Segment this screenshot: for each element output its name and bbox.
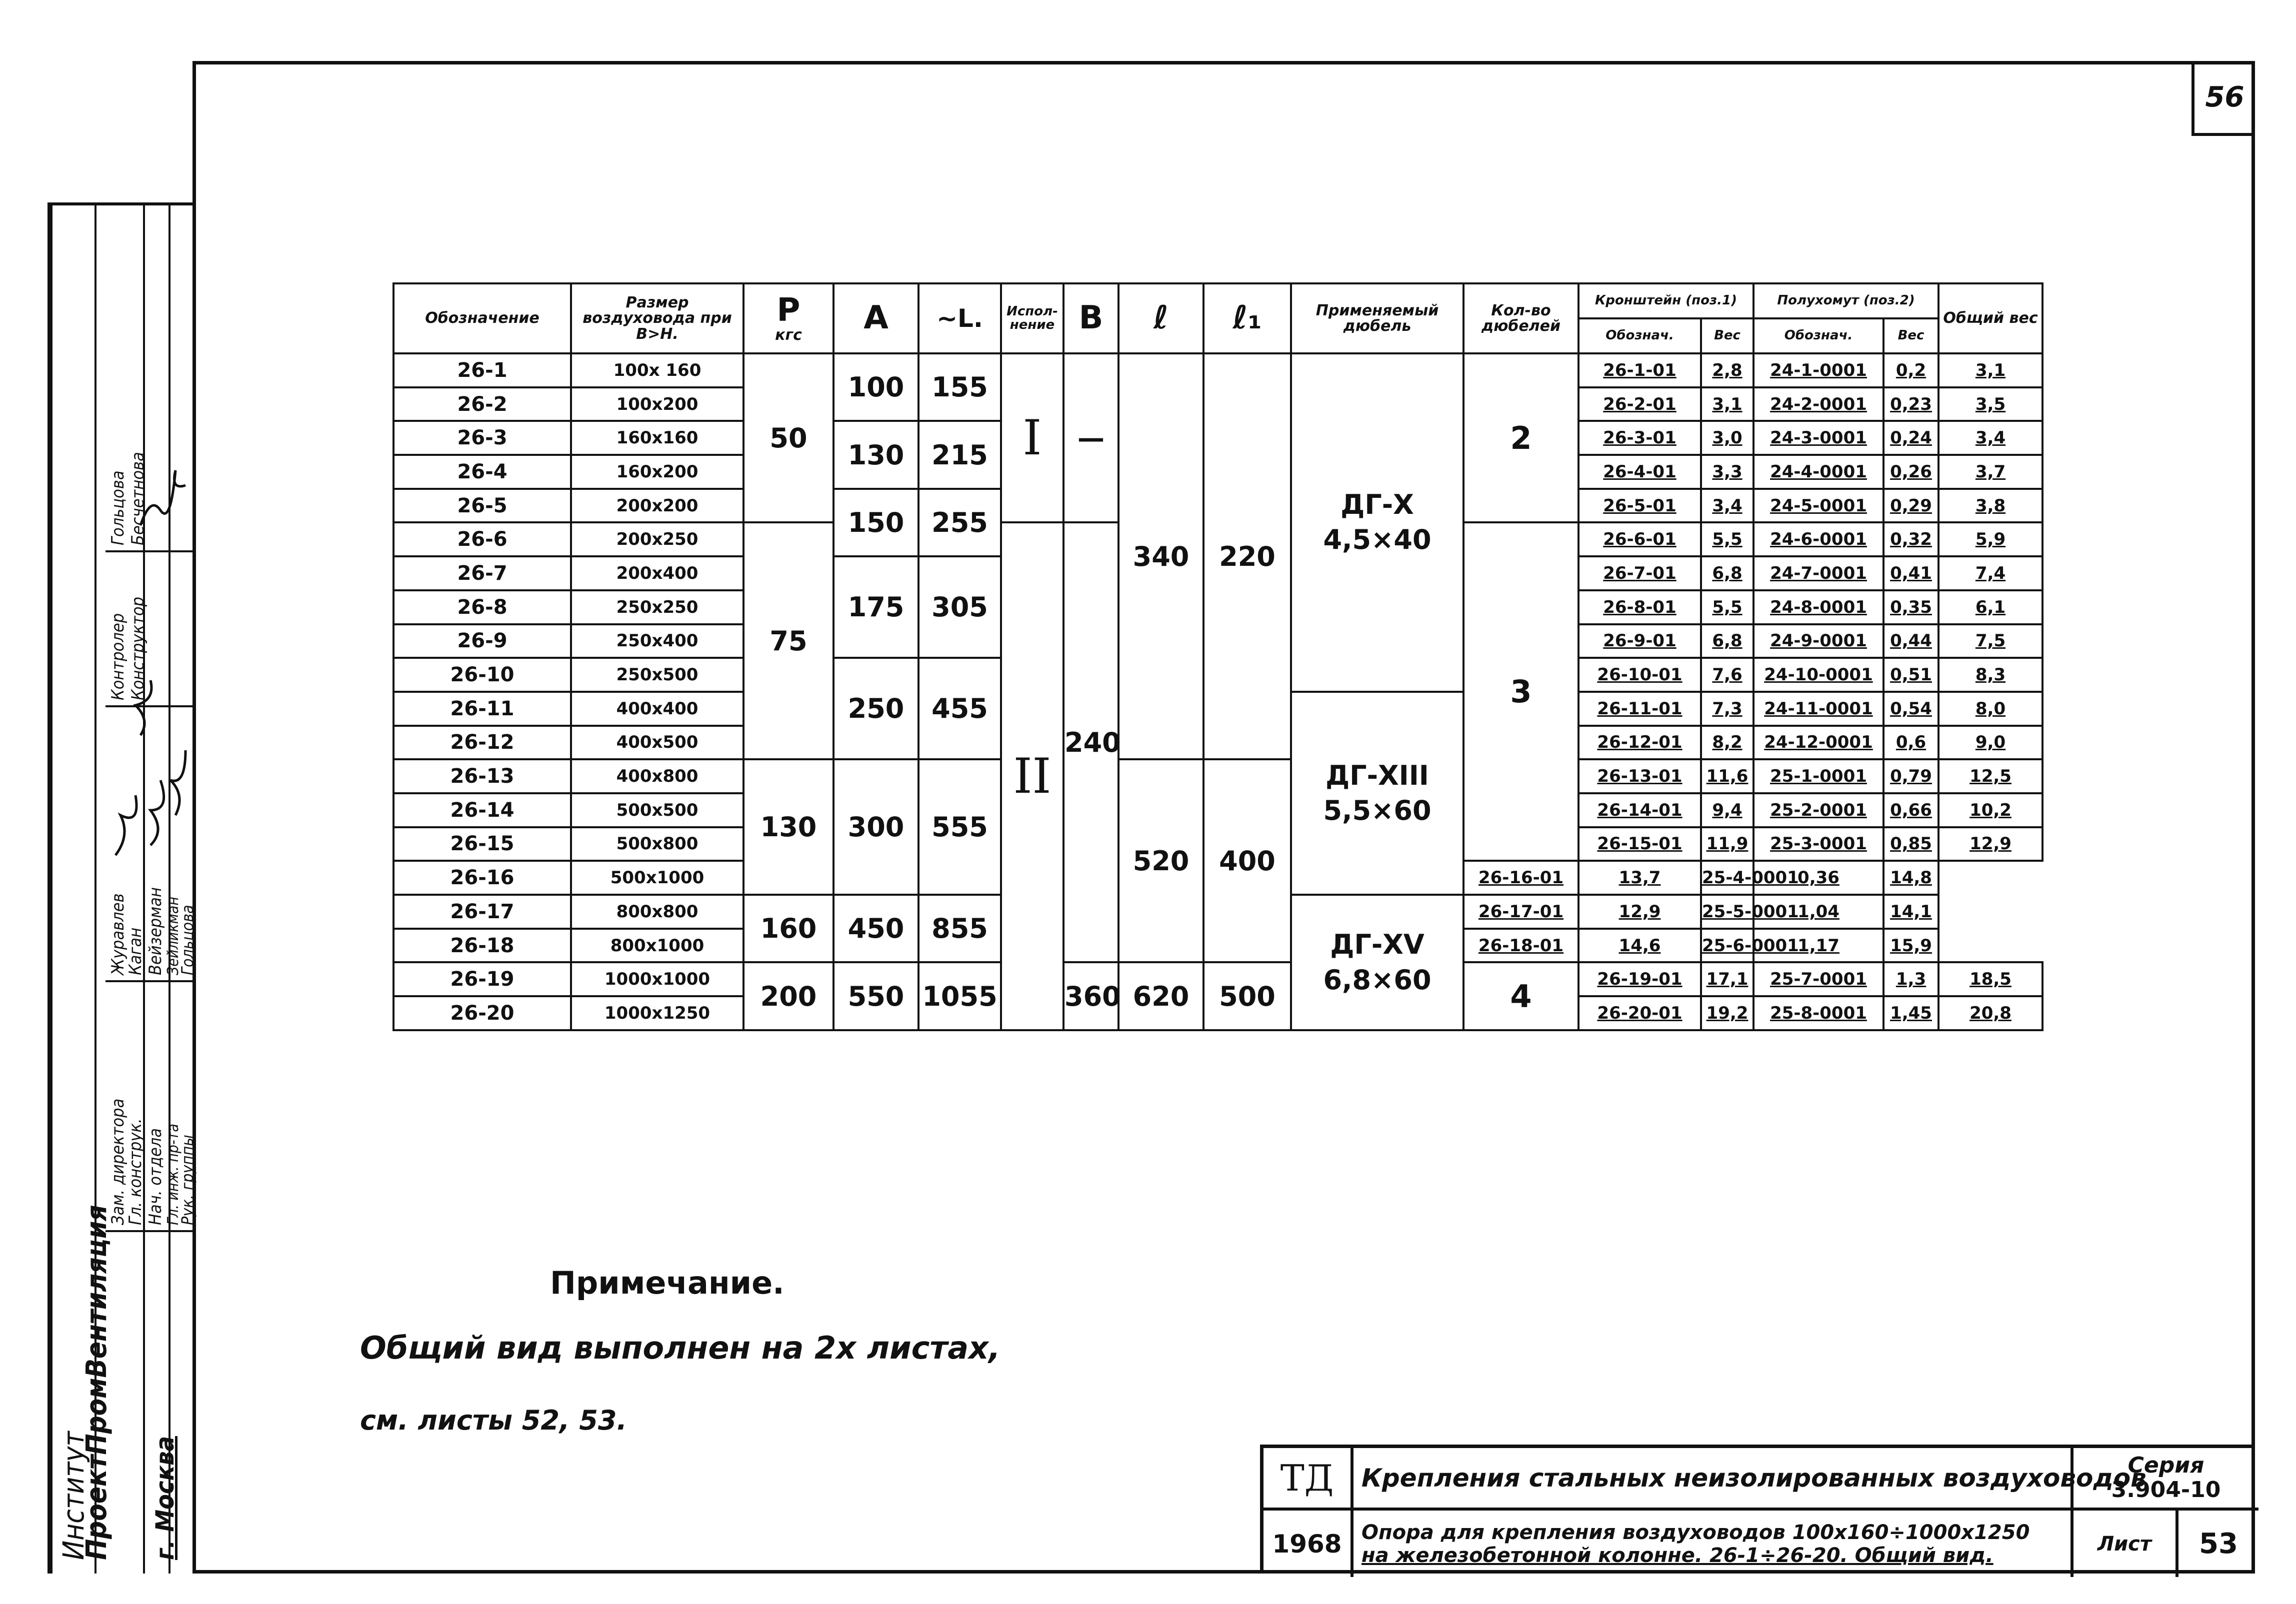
name-6: Гольцова	[108, 470, 128, 545]
cell-l: 855	[918, 895, 1001, 962]
cell-mark: 26-8	[394, 590, 571, 624]
cell-e: 520	[1118, 759, 1204, 962]
cell-mark: 26-9	[394, 624, 571, 658]
cell-total: 3,5	[1938, 387, 2042, 421]
cell-a: 450	[834, 895, 918, 962]
cell-mark: 26-1	[394, 353, 571, 387]
cell-size: 100x200	[571, 387, 744, 421]
role-4: Гл. инж. пр-та	[164, 1124, 182, 1225]
dowel-size: 4,5×40	[1323, 524, 1432, 556]
cell-e: 620	[1118, 962, 1204, 1030]
cell-bracket-weight: 2,8	[1701, 353, 1754, 387]
tb-title-line3: на железобетонной колонне. 26-1÷26-20. Общий вид.	[1362, 1544, 1994, 1567]
cell-size: 800x1000	[571, 929, 744, 963]
cell-p: 75	[744, 522, 834, 759]
institute-city: г. Москва	[150, 1436, 180, 1560]
cell-size: 1000x1000	[571, 962, 744, 996]
cell-clamp: 24-4-0001	[1754, 455, 1884, 489]
specification-table	[392, 282, 2044, 1031]
cell-dowel	[1291, 353, 1464, 692]
cell-mark: 26-19	[394, 962, 571, 996]
cell-clamp: 25-7-0001	[1754, 962, 1884, 996]
dowel-size: 6,8×60	[1323, 964, 1432, 996]
cell-clamp: 25-3-0001	[1754, 827, 1884, 861]
cell-size: 100x 160	[571, 353, 744, 387]
cell-p: 200	[744, 962, 834, 1030]
cell-bracket-weight: 12,9	[1578, 895, 1701, 929]
cell-bracket-weight: 14,6	[1578, 929, 1701, 963]
dowel-size: 5,5×60	[1323, 794, 1432, 826]
cell-bracket-weight: 11,6	[1701, 759, 1754, 793]
cell-total: 3,4	[1938, 421, 2042, 455]
cell-clamp-weight: 0,41	[1884, 556, 1938, 590]
cell-mark: 26-14	[394, 793, 571, 827]
cell-clamp-weight: 0,23	[1884, 387, 1938, 421]
header-mark: Обозначение	[394, 283, 571, 353]
cell-bracket: 26-13-01	[1578, 759, 1701, 793]
cell-mark: 26-15	[394, 827, 571, 861]
role-5: Рук. группы	[178, 1135, 197, 1225]
cell-mark: 26-17	[394, 895, 571, 929]
cell-size: 200x200	[571, 489, 744, 523]
cell-total: 3,7	[1938, 455, 2042, 489]
cell-bracket-weight: 8,2	[1701, 726, 1754, 760]
cell-bracket: 26-3-01	[1578, 421, 1701, 455]
cell-total: 6,1	[1938, 590, 2042, 624]
cell-size: 500x500	[571, 793, 744, 827]
institute-name: ПроектПромВентиляция	[80, 1205, 113, 1560]
cell-size: 200x250	[571, 522, 744, 556]
cell-bracket-weight: 3,0	[1701, 421, 1754, 455]
cell-bracket-weight: 7,6	[1701, 658, 1754, 692]
cell-a: 130	[834, 421, 918, 488]
cell-bracket: 26-16-01	[1464, 861, 1578, 895]
header-e: ℓ	[1118, 283, 1204, 353]
note-line-1: Общий вид выполнен на 2х листах,	[360, 1330, 1000, 1366]
cell-mark: 26-20	[394, 996, 571, 1030]
cell-total: 7,4	[1938, 556, 2042, 590]
cell-clamp-weight: 0,79	[1884, 759, 1938, 793]
cell-clamp: 24-2-0001	[1754, 387, 1884, 421]
cell-bracket-weight: 5,5	[1701, 590, 1754, 624]
cell-clamp: 24-11-0001	[1754, 692, 1884, 726]
header-bracket-weight: Вес	[1701, 318, 1754, 353]
cell-clamp-weight: 0,66	[1884, 793, 1938, 827]
cell-clamp: 25-6-0001	[1701, 929, 1754, 963]
cell-a: 300	[834, 759, 918, 895]
cell-total: 12,5	[1938, 759, 2042, 793]
cell-l: 255	[918, 489, 1001, 556]
cell-b: 360	[1064, 962, 1118, 1030]
cell-clamp: 24-7-0001	[1754, 556, 1884, 590]
cell-clamp-weight: 1,04	[1754, 895, 1884, 929]
cell-l: 215	[918, 421, 1001, 488]
cell-bracket: 26-18-01	[1464, 929, 1578, 963]
cell-bracket-weight: 3,1	[1701, 387, 1754, 421]
header-size: Размер воздуховода при В>Н.	[571, 283, 744, 353]
cell-mark: 26-6	[394, 522, 571, 556]
cell-size: 400x400	[571, 692, 744, 726]
header-bracket-designation: Обознач.	[1578, 318, 1701, 353]
tb-sheet-label: Лист	[2074, 1511, 2178, 1577]
cell-size: 160x160	[571, 421, 744, 455]
cell-mark: 26-2	[394, 387, 571, 421]
cell-bracket: 26-1-01	[1578, 353, 1701, 387]
cell-l: 155	[918, 353, 1001, 421]
cell-mark: 26-4	[394, 455, 571, 489]
cell-dowel-count: 2	[1464, 353, 1578, 522]
cell-total: 8,3	[1938, 658, 2042, 692]
tb-series-label: Серия	[2128, 1453, 2204, 1479]
header-clamp-designation: Обознач.	[1754, 318, 1884, 353]
cell-total: 14,1	[1884, 895, 1938, 929]
header-clamp-weight: Вес	[1884, 318, 1938, 353]
cell-dowel	[1291, 895, 1464, 1030]
cell-clamp-weight: 0,51	[1884, 658, 1938, 692]
cell-total: 14,8	[1884, 861, 1938, 895]
cell-total: 7,5	[1938, 624, 2042, 658]
cell-bracket-weight: 5,5	[1701, 522, 1754, 556]
cell-bracket: 26-12-01	[1578, 726, 1701, 760]
header-total: Общий вес	[1938, 283, 2042, 353]
cell-clamp-weight: 0,32	[1884, 522, 1938, 556]
sheet-number: 56	[2192, 61, 2255, 136]
note-line-2: см. листы 52, 53.	[360, 1405, 627, 1436]
cell-bracket: 26-15-01	[1578, 827, 1701, 861]
cell-size: 250x250	[571, 590, 744, 624]
cell-clamp: 24-9-0001	[1754, 624, 1884, 658]
cell-size: 800x800	[571, 895, 744, 929]
tb-title-lines	[1354, 1511, 2074, 1577]
header-b: В	[1064, 283, 1118, 353]
note-title: Примечание.	[550, 1265, 784, 1301]
cell-b: —	[1064, 353, 1118, 522]
role-7: Конструктор	[128, 596, 148, 700]
cell-clamp-weight: 0,54	[1884, 692, 1938, 726]
cell-clamp-weight: 1,45	[1884, 996, 1938, 1030]
cell-dowel-count: 3	[1464, 522, 1578, 861]
cell-mark: 26-3	[394, 421, 571, 455]
role-3: Нач. отдела	[146, 1128, 166, 1225]
name-7: Бесчетнова	[128, 452, 148, 545]
role-2: Гл. конструк.	[126, 1118, 146, 1225]
institute-label: Институт	[56, 1431, 90, 1560]
role-1: Зам. директора	[108, 1098, 128, 1225]
cell-p: 130	[744, 759, 834, 895]
cell-bracket: 26-9-01	[1578, 624, 1701, 658]
cell-clamp: 24-1-0001	[1754, 353, 1884, 387]
cell-b: 240	[1064, 522, 1118, 962]
cell-a: 150	[834, 489, 918, 556]
cell-clamp-weight: 0,6	[1884, 726, 1938, 760]
cell-version: I	[1001, 353, 1064, 522]
cell-bracket: 26-17-01	[1464, 895, 1578, 929]
cell-size: 400x800	[571, 759, 744, 793]
cell-mark: 26-13	[394, 759, 571, 793]
cell-bracket: 26-5-01	[1578, 489, 1701, 523]
cell-total: 18,5	[1938, 962, 2042, 996]
cell-size: 160x200	[571, 455, 744, 489]
cell-clamp: 25-1-0001	[1754, 759, 1884, 793]
name-2: Каган	[126, 927, 146, 975]
cell-size: 500x800	[571, 827, 744, 861]
cell-mark: 26-11	[394, 692, 571, 726]
cell-clamp: 25-4-0001	[1701, 861, 1754, 895]
cell-size: 200x400	[571, 556, 744, 590]
cell-bracket-weight: 3,4	[1701, 489, 1754, 523]
cell-l: 305	[918, 556, 1001, 658]
cell-total: 12,9	[1938, 827, 2042, 861]
title-block	[1260, 1445, 2255, 1574]
cell-bracket: 26-14-01	[1578, 793, 1701, 827]
cell-clamp-weight: 0,44	[1884, 624, 1938, 658]
cell-bracket: 26-8-01	[1578, 590, 1701, 624]
cell-a: 250	[834, 658, 918, 759]
cell-bracket: 26-7-01	[1578, 556, 1701, 590]
cell-clamp: 24-10-0001	[1754, 658, 1884, 692]
cell-l: 455	[918, 658, 1001, 759]
cell-clamp: 24-5-0001	[1754, 489, 1884, 523]
cell-total: 3,8	[1938, 489, 2042, 523]
cell-bracket: 26-4-01	[1578, 455, 1701, 489]
name-1: Журавлев	[108, 893, 128, 975]
tb-series-value: 3.904-10	[2111, 1477, 2221, 1503]
cell-bracket: 26-6-01	[1578, 522, 1701, 556]
cell-clamp-weight: 1,3	[1884, 962, 1938, 996]
cell-e1: 500	[1204, 962, 1291, 1030]
cell-bracket: 26-2-01	[1578, 387, 1701, 421]
cell-bracket: 26-10-01	[1578, 658, 1701, 692]
cell-p: 160	[744, 895, 834, 962]
cell-dowel-count: 4	[1464, 962, 1578, 1030]
cell-mark: 26-18	[394, 929, 571, 963]
cell-size: 400x500	[571, 726, 744, 760]
cell-total: 3,1	[1938, 353, 2042, 387]
tb-year: 1968	[1264, 1511, 1354, 1577]
cell-bracket-weight: 3,3	[1701, 455, 1754, 489]
cell-clamp: 24-3-0001	[1754, 421, 1884, 455]
cell-mark: 26-10	[394, 658, 571, 692]
cell-e: 340	[1118, 353, 1204, 759]
cell-clamp: 24-12-0001	[1754, 726, 1884, 760]
header-a: А	[834, 283, 918, 353]
cell-total: 9,0	[1938, 726, 2042, 760]
role-6: Контролер	[108, 613, 128, 700]
dowel-name: ДГ-XIII	[1326, 759, 1429, 791]
cell-a: 100	[834, 353, 918, 421]
name-3: Вейзерман	[146, 887, 166, 975]
cell-total: 5,9	[1938, 522, 2042, 556]
cell-clamp: 24-8-0001	[1754, 590, 1884, 624]
header-e1: ℓ₁	[1204, 283, 1291, 353]
cell-bracket-weight: 6,8	[1701, 624, 1754, 658]
cell-total: 10,2	[1938, 793, 2042, 827]
cell-bracket: 26-11-01	[1578, 692, 1701, 726]
tb-code: ТД	[1264, 1448, 1354, 1511]
cell-size: 250x400	[571, 624, 744, 658]
cell-a: 175	[834, 556, 918, 658]
tb-series	[2074, 1448, 2258, 1511]
cell-bracket-weight: 13,7	[1578, 861, 1701, 895]
header-p-unit: кгс	[775, 326, 802, 344]
cell-l: 1055	[918, 962, 1001, 1030]
header-version: Испол-нение	[1001, 283, 1064, 353]
cell-bracket-weight: 7,3	[1701, 692, 1754, 726]
header-p	[744, 283, 834, 353]
cell-bracket: 26-19-01	[1578, 962, 1701, 996]
cell-clamp-weight: 0,36	[1754, 861, 1884, 895]
cell-total: 8,0	[1938, 692, 2042, 726]
header-p-symbol: Р	[776, 291, 800, 329]
cell-p: 50	[744, 353, 834, 522]
cell-size: 250x500	[571, 658, 744, 692]
name-4: Зейликман	[164, 896, 182, 975]
header-bracket: Кронштейн (поз.1)	[1578, 283, 1754, 318]
tb-sheet-value: 53	[2199, 1528, 2238, 1560]
name-5: Гольцова	[178, 905, 197, 975]
cell-mark: 26-16	[394, 861, 571, 895]
cell-mark: 26-12	[394, 726, 571, 760]
cell-mark: 26-7	[394, 556, 571, 590]
cell-mark: 26-5	[394, 489, 571, 523]
cell-total: 20,8	[1938, 996, 2042, 1030]
left-stamp	[48, 202, 197, 1574]
cell-version: II	[1001, 522, 1064, 1030]
tb-title-line2: Опора для крепления воздуховодов 100x160÷1000x1250	[1362, 1521, 2030, 1544]
cell-bracket-weight: 9,4	[1701, 793, 1754, 827]
cell-a: 550	[834, 962, 918, 1030]
cell-clamp-weight: 0,24	[1884, 421, 1938, 455]
dowel-name: ДГ-XV	[1330, 929, 1424, 961]
cell-bracket: 26-20-01	[1578, 996, 1701, 1030]
cell-bracket-weight: 6,8	[1701, 556, 1754, 590]
cell-clamp: 25-8-0001	[1754, 996, 1884, 1030]
cell-clamp-weight: 1,17	[1754, 929, 1884, 963]
cell-size: 1000x1250	[571, 996, 744, 1030]
cell-clamp: 25-2-0001	[1754, 793, 1884, 827]
cell-e1: 400	[1204, 759, 1291, 962]
cell-clamp: 25-5-0001	[1701, 895, 1754, 929]
cell-l: 555	[918, 759, 1001, 895]
cell-bracket-weight: 11,9	[1701, 827, 1754, 861]
header-l: ~L.	[918, 283, 1001, 353]
header-dowel-count: Кол-во дюбелей	[1464, 283, 1578, 353]
cell-dowel	[1291, 692, 1464, 895]
cell-e1: 220	[1204, 353, 1291, 759]
cell-bracket-weight: 19,2	[1701, 996, 1754, 1030]
cell-bracket-weight: 17,1	[1701, 962, 1754, 996]
cell-clamp-weight: 0,26	[1884, 455, 1938, 489]
cell-clamp: 24-6-0001	[1754, 522, 1884, 556]
header-clamp: Полухомут (поз.2)	[1754, 283, 1938, 318]
dowel-name: ДГ-X	[1340, 489, 1414, 521]
cell-clamp-weight: 0,2	[1884, 353, 1938, 387]
tb-title-line1: Крепления стальных неизолированных воздуховодов	[1354, 1448, 2074, 1511]
cell-clamp-weight: 0,29	[1884, 489, 1938, 523]
cell-total: 15,9	[1884, 929, 1938, 963]
cell-size: 500x1000	[571, 861, 744, 895]
header-dowel: Применяемый дюбель	[1291, 283, 1464, 353]
cell-clamp-weight: 0,35	[1884, 590, 1938, 624]
cell-clamp-weight: 0,85	[1884, 827, 1938, 861]
signature-marks	[50, 205, 196, 1577]
